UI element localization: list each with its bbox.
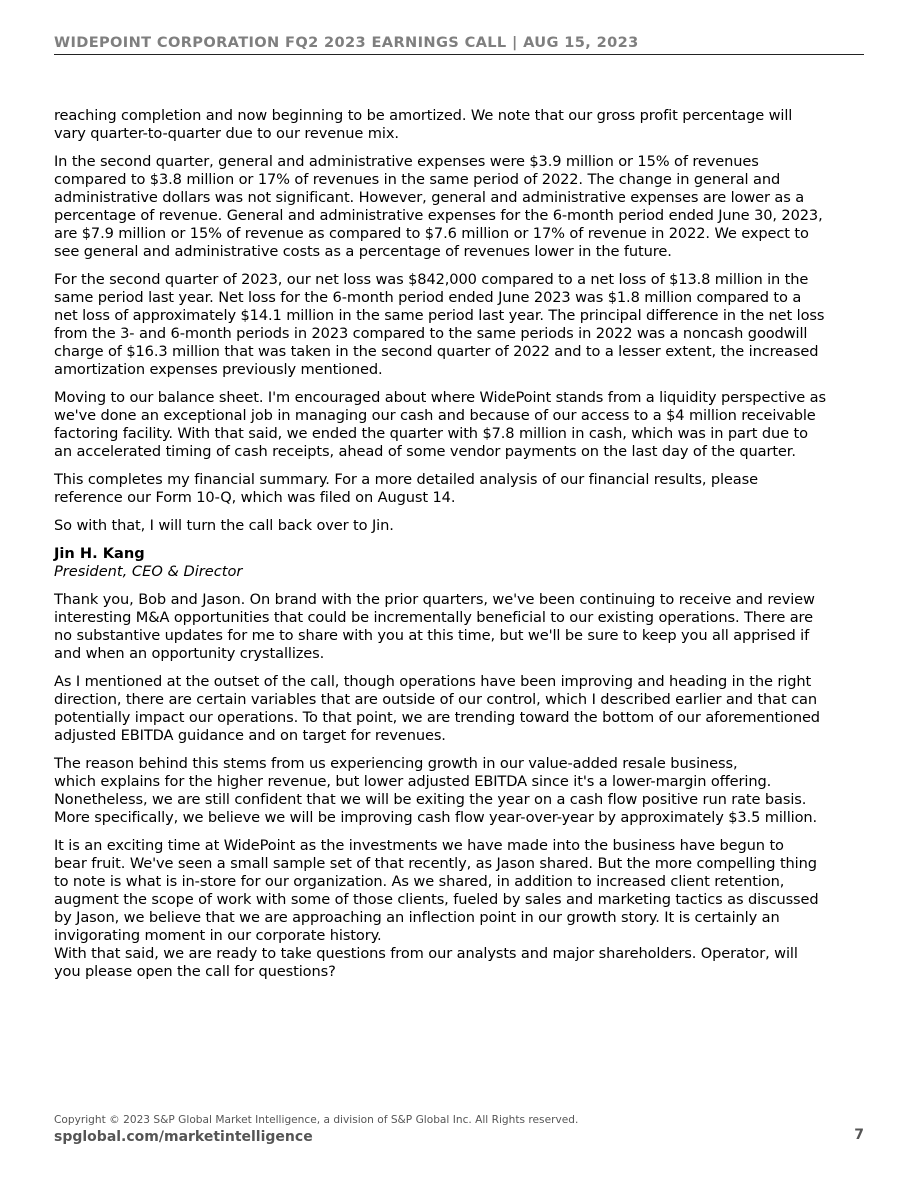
paragraph: As I mentioned at the outset of the call, though operations have been improving and heading in the right direction, there are certain variables that are outside of our control, which I described earlier and that can potentially impact our operations. To that point, we are trending toward the bottom of our aforementioned adjusted EBITDA guidance and on target for revenues.: [54, 673, 820, 744]
speaker-name: Jin H. Kang: [54, 545, 145, 562]
page-header: [54, 34, 864, 55]
page-number: 7: [854, 1127, 864, 1143]
paragraph: The reason behind this stems from us experiencing growth in our value-added resale business, which explains for the higher revenue, but lower adjusted EBITDA since it's a lower-margin offering. Nonetheless, we are still confident that we will be exiting the year on a cash flow positive run rate basis. More specifically, we believe we will be improving cash flow year-over-year by approximately $3.5 million.: [54, 755, 818, 826]
paragraph: With that said, we are ready to take questions from our analysts and major shareholders. Operator, will you please open the call for questions?: [54, 945, 798, 980]
paragraph: Thank you, Bob and Jason. On brand with the prior quarters, we've been continuing to receive and review interesting M&A opportunities that could be incrementally beneficial to our existing operations. There are no substantive updates for me to share with you at this time, but we'll be sure to keep you all apprised if and when an opportunity crystallizes.: [54, 591, 815, 662]
speaker-block: [54, 545, 872, 581]
transcript-body: [54, 107, 872, 991]
paragraph: It is an exciting time at WidePoint as the investments we have made into the business have begun to bear fruit. We've seen a small sample set of that recently, as Jason shared. But the more compelling thing to note is what is in-store for our organization. As we shared, in addition to increased client retention, augment the scope of work with some of those clients, fueled by sales and marketing tactics as discussed by Jason, we believe that we are approaching an inflection point in our growth story. It is certainly an invigorating moment in our corporate history.: [54, 837, 819, 944]
footer-url-link[interactable]: spglobal.com/marketintelligence: [54, 1129, 313, 1145]
paragraph: Moving to our balance sheet. I'm encouraged about where WidePoint stands from a liquidity perspective as we've done an exceptional job in managing our cash and because of our access to a $4 million receivable factoring facility. With that said, we ended the quarter with $7.8 million in cash, which was in part due to an accelerated timing of cash receipts, ahead of some vendor payments on the last day of the quarter.: [54, 389, 826, 460]
paragraph: reaching completion and now beginning to be amortized. We note that our gross profit percentage will vary quarter-to-quarter due to our revenue mix.: [54, 107, 793, 142]
paragraph: So with that, I will turn the call back over to Jin.: [54, 517, 394, 534]
paragraph: For the second quarter of 2023, our net loss was $842,000 compared to a net loss of $13.8 million in the same period last year. Net loss for the 6-month period ended June 2023 was $1.8 million compared to a net loss of approximately $14.1 million in the same period last year. The principal difference in the net loss from the 3- and 6-month periods in 2023 compared to the same periods in 2022 was a noncash goodwill charge of $16.3 million that was taken in the second quarter of 2022 and to a lesser extent, the increased amortization expenses previously mentioned.: [54, 271, 825, 378]
paragraph: In the second quarter, general and administrative expenses were $3.9 million or 15% of revenues compared to $3.8 million or 17% of revenues in the same period of 2022. The change in general and administrative dollars was not significant. However, general and administrative expenses are lower as a percentage of revenue. General and administrative expenses for the 6-month period ended June 30, 2023, are $7.9 million or 15% of revenue as compared to $7.6 million or 17% of revenue in 2022. We expect to see general and administrative costs as a percentage of revenues lower in the future.: [54, 153, 823, 260]
footer-copyright: Copyright © 2023 S&P Global Market Intelligence, a division of S&P Global Inc. All Rights reserved.: [54, 1114, 579, 1126]
speaker-role: President, CEO & Director: [54, 563, 243, 580]
header-title: WIDEPOINT CORPORATION FQ2 2023 EARNINGS CALL | AUG 15, 2023: [54, 34, 639, 51]
paragraph: This completes my financial summary. For a more detailed analysis of our financial results, please reference our Form 10-Q, which was filed on August 14.: [54, 471, 758, 506]
